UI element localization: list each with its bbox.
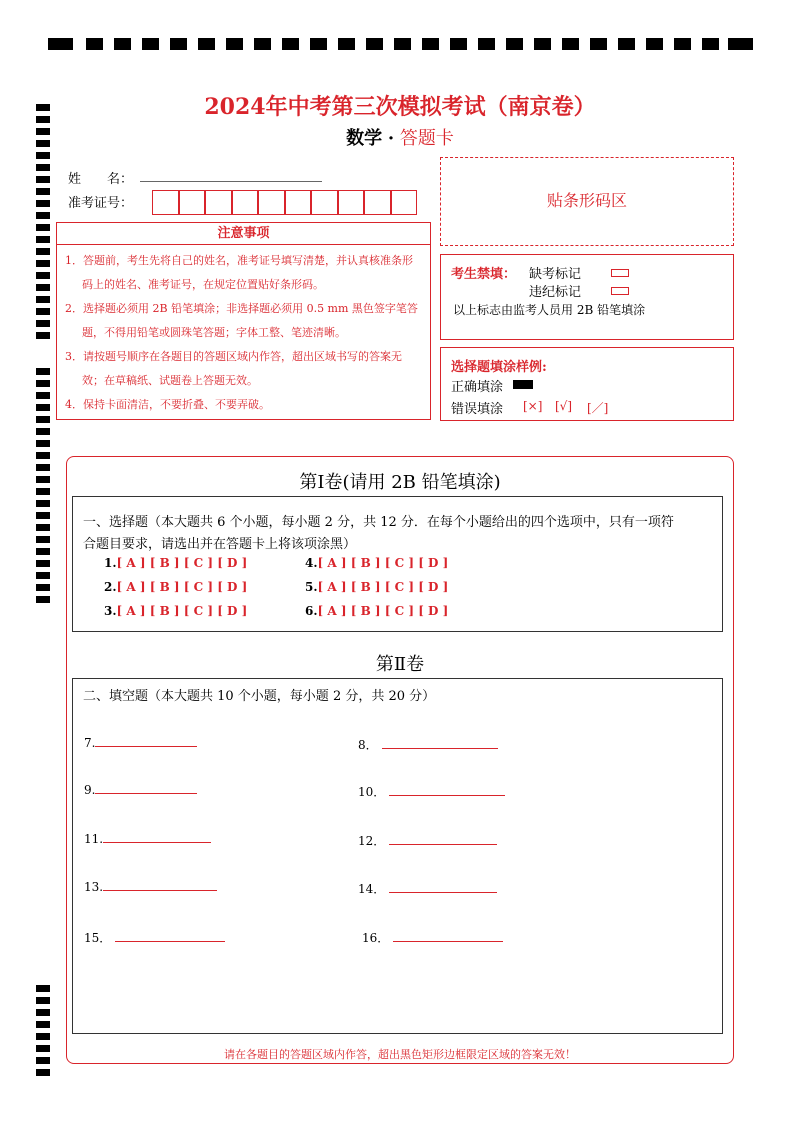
blank-14[interactable] — [358, 880, 497, 897]
notice-box — [56, 222, 431, 420]
id-digit-box[interactable] — [232, 190, 259, 215]
id-digit-box[interactable] — [152, 190, 179, 215]
wrong-fill-sample: [√] — [555, 399, 573, 413]
correct-fill-label: 正确填涂 — [451, 380, 504, 395]
id-digit-box[interactable] — [179, 190, 206, 215]
blank-number: 10． — [358, 785, 386, 799]
part2-title: 第Ⅱ卷 — [375, 654, 425, 675]
answer-options[interactable]: [ A ] [ B ] [ C ] [ D ] — [116, 580, 248, 594]
blank-15[interactable] — [84, 929, 225, 946]
id-digit-box[interactable] — [338, 190, 365, 215]
answer-options[interactable]: [ A ] [ B ] [ C ] [ D ] — [317, 604, 449, 618]
question-number: 5. — [305, 580, 318, 594]
id-digit-box[interactable] — [205, 190, 232, 215]
question-5[interactable] — [305, 580, 448, 594]
mc-instructions-cont: 合题目要求，请选出并在答题卡上将该项涂黑） — [83, 537, 357, 552]
name-field[interactable] — [140, 181, 322, 182]
blank-number: 8． — [358, 738, 378, 752]
answer-options[interactable]: [ A ] [ B ] [ C ] [ D ] — [116, 604, 248, 618]
fill-in-box — [72, 678, 723, 1034]
question-2[interactable] — [104, 580, 247, 594]
blank-13[interactable] — [84, 880, 217, 894]
banned-note: 以上标志由监考人员用 2B 铅笔填涂 — [453, 303, 646, 317]
absent-mark[interactable] — [611, 265, 629, 280]
question-number: 2. — [104, 580, 117, 594]
blank-number: 11. — [84, 832, 104, 846]
blank-12[interactable] — [358, 832, 497, 849]
fill-instructions: 二、填空题（本大题共 10 个小题，每小题 2 分，共 20 分） — [83, 689, 436, 704]
question-number: 3. — [104, 604, 117, 618]
notice-item: 1．答题前，考生先将自己的姓名，准考证号填写清楚，并认真核准条形码上的姓名、准考证号，在规定位置贴好条形码。 — [65, 254, 413, 291]
barcode-area: 贴条形码区 — [440, 157, 734, 246]
blank-8[interactable] — [358, 736, 498, 753]
part1-title: 第Ⅰ卷(请用 2B 铅笔填涂) — [299, 472, 501, 493]
exam-id-boxes[interactable] — [152, 190, 417, 215]
answer-options[interactable]: [ A ] [ B ] [ C ] [ D ] — [317, 556, 449, 570]
id-digit-box[interactable] — [285, 190, 312, 215]
exam-title: 2024年中考第三次模拟考试（南京卷） — [204, 94, 596, 120]
blank-16[interactable] — [362, 929, 503, 946]
absent-label: 缺考标记 — [529, 267, 582, 282]
card-label: 答题卡 — [399, 128, 454, 149]
mc-instructions: 一、选择题（本大题共 6 个小题，每小题 2 分，共 12 分．在每个小题给出的四个选项中，只有一项符 — [83, 515, 674, 530]
wrong-fill-sample: [×] — [523, 399, 543, 413]
question-number: 4. — [305, 556, 318, 570]
question-3[interactable] — [104, 604, 247, 618]
id-digit-box[interactable] — [311, 190, 338, 215]
wrong-fill-sample: [／] — [587, 401, 609, 415]
notice-item: 4．保持卡面清洁，不要折叠、不要弄破。 — [65, 398, 270, 411]
blank-11[interactable] — [84, 832, 211, 846]
correct-fill-sample — [513, 380, 533, 389]
blank-number: 13. — [84, 880, 104, 894]
banned-label: 考生禁填： — [451, 267, 517, 282]
answer-options[interactable]: [ A ] [ B ] [ C ] [ D ] — [116, 556, 248, 570]
id-digit-box[interactable] — [391, 190, 418, 215]
fill-example-box — [440, 347, 734, 421]
blank-number: 9. — [84, 783, 96, 797]
question-4[interactable] — [305, 556, 448, 570]
blank-7[interactable] — [84, 736, 197, 750]
id-digit-box[interactable] — [258, 190, 285, 215]
footer-note: 请在各题目的答题区域内作答，超出黑色矩形边框限定区域的答案无效！ — [224, 1048, 576, 1061]
question-1[interactable] — [104, 556, 247, 570]
notice-item: 2．选择题必须用 2B 铅笔填涂；非选择题必须用 0.5 mm 黑色签字笔答题，不得用铅笔或圆珠笔答题；字体工整、笔迹清晰。 — [65, 302, 418, 339]
violation-label: 违纪标记 — [529, 285, 582, 300]
question-6[interactable] — [305, 604, 448, 618]
blank-9[interactable] — [84, 783, 197, 797]
blank-number: 12． — [358, 834, 386, 848]
notice-item: 3．请按题号顺序在各题目的答题区域内作答，超出区域书写的答案无效；在草稿纸、试题卷上答题无效。 — [65, 350, 402, 387]
question-number: 6. — [305, 604, 318, 618]
subject-label: 数学 — [346, 128, 383, 149]
subtitle-dot: · — [387, 128, 395, 149]
blank-number: 14． — [358, 882, 386, 896]
id-label: 准考证号： — [68, 196, 134, 211]
exam-subtitle — [0, 124, 800, 150]
question-number: 1. — [104, 556, 117, 570]
proctor-marks-box — [440, 254, 734, 340]
wrong-fill-label: 错误填涂 — [451, 402, 504, 417]
answer-options[interactable]: [ A ] [ B ] [ C ] [ D ] — [317, 580, 449, 594]
blank-10[interactable] — [358, 783, 505, 800]
violation-mark[interactable] — [611, 283, 629, 298]
blank-number: 15． — [84, 931, 112, 945]
blank-number: 16． — [362, 931, 390, 945]
id-digit-box[interactable] — [364, 190, 391, 215]
blank-number: 7. — [84, 736, 96, 750]
top-timing-marks — [48, 38, 753, 52]
fill-example-title: 选择题填涂样例: — [451, 360, 547, 375]
notice-title: 注意事项 — [57, 223, 430, 245]
name-label: 姓 名： — [68, 172, 134, 187]
